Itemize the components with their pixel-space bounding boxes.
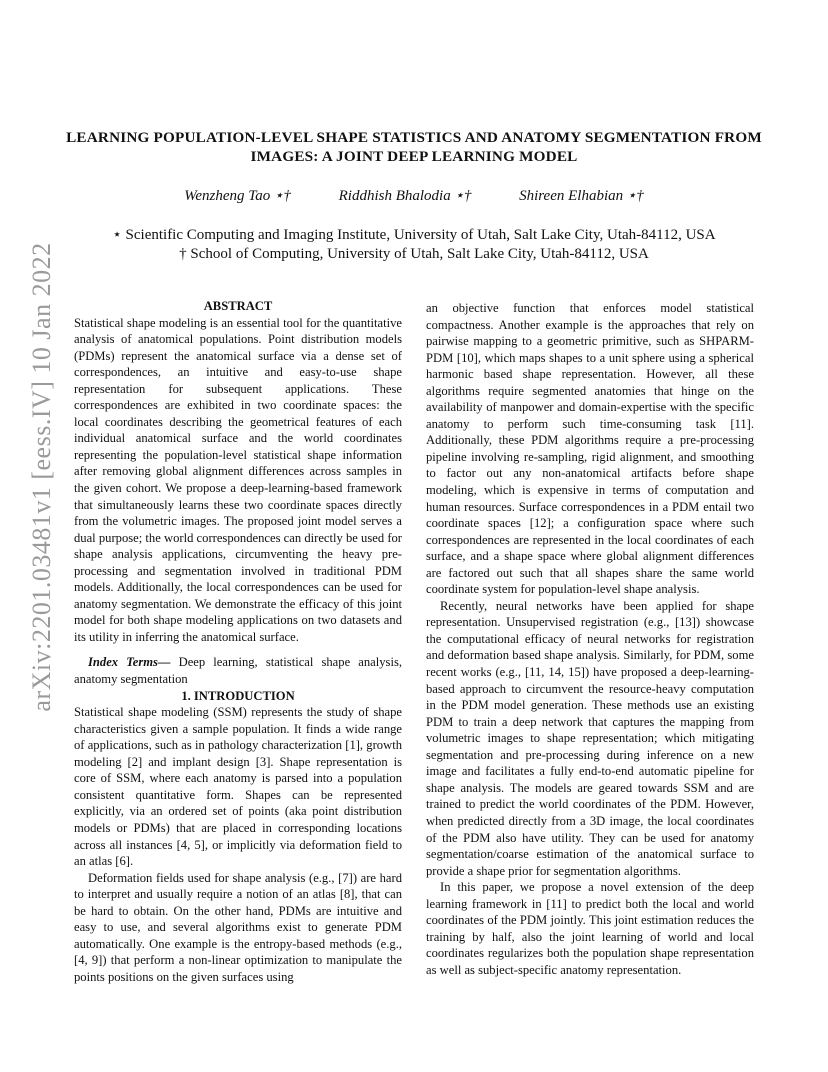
paper-title: LEARNING POPULATION-LEVEL SHAPE STATISTICS AND ANATOMY SEGMENTATION FROM IMAGES: A JOINT DEEP LEARNING MODEL	[66, 129, 762, 165]
paragraph: an objective function that enforces model statistical compactness. Another example is the approaches that rely on pairwise mapping to a geometric primitive, such as SHPARM-PDM [10], which maps shapes to a unit sphere using a spherical harmonic based shape representation. However, all these algorithms require segmented anatomies that hinge on the availability of manpower and domain-expertise with the specific anatomy to perform such time-consuming task [11]. Additionally, these PDM algorithms require a pre-processing pipeline involving re-sampling, rigid alignment, and smoothing to factor out any non-anatomical artifacts before shape modeling, which is expensive in terms of computation and human resources. Surface correspondences in a PDM entail two coordinate spaces [12]; a configuration space where such correspondences are represented in the local coordinates of each surface, and a shape space where global alignment differences are factored out such that all shapes share the same world coordinate system for population-level shape analysis.	[426, 301, 754, 597]
affiliation-line: ⋆ Scientific Computing and Imaging Institute, University of Utah, Salt Lake City, Utah-84112, USA	[112, 227, 716, 243]
affiliations	[60, 226, 768, 264]
arxiv-stamp-text: arXiv:2201.03481v1 [eess.IV] 10 Jan 2022	[27, 242, 56, 712]
author-name: Riddhish Bhalodia ⋆†	[338, 188, 472, 204]
index-terms-label: Index Terms—	[88, 655, 171, 670]
author-name: Wenzheng Tao ⋆†	[184, 188, 291, 204]
paragraph: In this paper, we propose a novel extension of the deep learning framework in [11] to predict both the local and world coordinates of the PDM jointly. This joint estimation reduces the training by half, also the joint learning of world and local coordinates regularizes both the population shape representation as well as subject-specific anatomy representation.	[426, 880, 754, 977]
paragraph: Statistical shape modeling (SSM) represents the study of shape characteristics given a sample population. It finds a wide range of applications, such as in pathology characterization [1], growth modeling [2] and implant design [3]. Shape representation is core of SSM, where each anatomy is parsed into a population consistent quantitative form. Shapes can be represented explicitly, via an ordered set of points (aka point distribution models or PDMs) that are placed in corresponding locations across all instances [4, 5], or implicitly via deformation field to an atlas [6].	[74, 705, 402, 869]
arxiv-stamp	[22, 242, 62, 712]
paragraph: Recently, neural networks have been applied for shape representation. Unsupervised registration (e.g., [13]) showcase the computational efficacy of neural networks for registration and deformation based shape analysis. Similarly, for PDM, some recent works (e.g., [11, 14, 15]) have proposed a deep-learning-based approach to circumvent the resource-heavy computation in the PDM model generation. These methods use an existing PDM to train a deep network that captures the mapping from volumetric images to shape representation; which mitigating segmentation and pre-processing during inference on a new image and facilitates a fully end-to-end automatic pipeline for shape analysis. The models are geared towards SSM and are trained to predict the world coordinates of the PDM. However, when predicted directly from a 3D image, the local coordinates of the PDM also have utility. They can be used for anatomy segmentation/coarse estimation of the anatomical surface to provide a shape prior for segmentation algorithms.	[426, 598, 754, 878]
abstract-heading: ABSTRACT	[203, 299, 273, 313]
left-column	[74, 298, 402, 985]
author-list	[60, 186, 768, 205]
index-terms-text: Deep learning, statistical shape analysis, anatomy segmentation	[74, 655, 402, 687]
abstract-text: Statistical shape modeling is an essential tool for the quantitative analysis of anatomical populations. Point distribution models (PDMs) represent the anatomical surface via a dense set of correspondences, an intuitive and easy-to-use shape representation for subsequent applications. These correspondences are exhibited in two coordinate spaces: the local coordinates describing the geometrical features of each individual anatomical surface and the world coordinates representing the population-level statistical shape information after removing global alignment differences across samples in the given cohort. We propose a deep-learning-based framework that simultaneously learns these two coordinate spaces directly from the volumetric images. The proposed joint model serves a dual purpose; the world correspondences can directly be used for shape analysis applications, circumventing the heavy pre-processing and segmentation involved in traditional PDM models. Additionally, the local correspondences can be used for anatomy segmentation. We demonstrate the efficacy of this joint model for both shape modeling applications on two datasets and its utility in inferring the anatomical surface.	[74, 315, 402, 644]
author-name: Shireen Elhabian ⋆†	[519, 188, 644, 204]
right-column	[426, 300, 754, 978]
paragraph: Deformation fields used for shape analysis (e.g., [7]) are hard to interpret and usually require a notion of an atlas [8], that can be hard to obtain. On the other hand, PDMs are intuitive and easy to use, and several algorithms exist to generate PDM automatically. One example is the entropy-based methods (e.g., [4, 9]) that perform a non-linear optimization to manipulate the points positions on the given surfaces using	[74, 870, 402, 984]
index-terms	[74, 654, 402, 687]
affiliation-line: † School of Computing, University of Utah, Salt Lake City, Utah-84112, USA	[179, 246, 649, 262]
section-heading: 1. INTRODUCTION	[181, 688, 295, 703]
